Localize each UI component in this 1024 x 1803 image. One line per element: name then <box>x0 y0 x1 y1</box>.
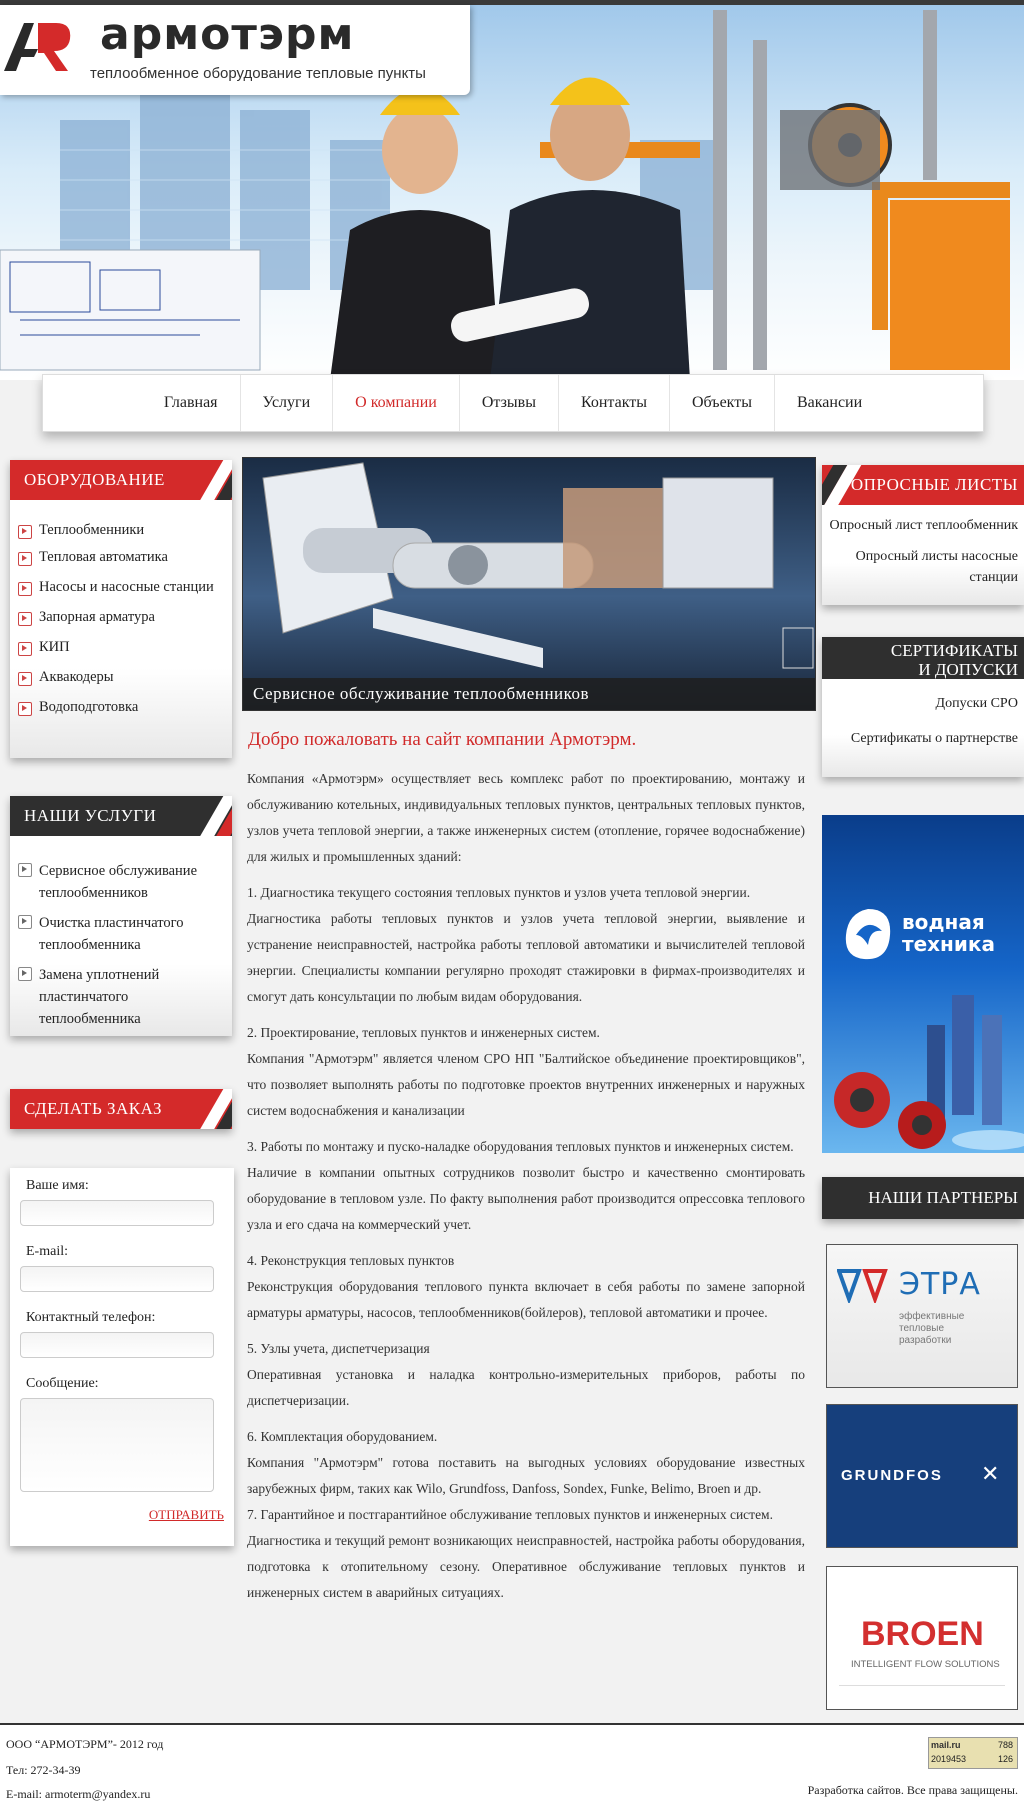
logo-title: армотэрм <box>100 9 355 60</box>
divider <box>839 1685 1005 1686</box>
equipment-item[interactable]: Аквакодеры <box>18 669 232 686</box>
questionnaire-link[interactable]: Опросный листы насосные станции <box>855 549 1018 585</box>
services-title <box>10 796 232 836</box>
footer <box>0 1723 1024 1803</box>
logo-panel[interactable] <box>0 5 470 95</box>
partner-broen[interactable] <box>826 1566 1018 1710</box>
footer-company: ООО “АРМОТЭРМ”- 2012 год <box>6 1737 164 1751</box>
equipment-item[interactable]: Теплообменники <box>18 522 232 539</box>
paragraph: Компания "Армотэрм" является членом СРО НП "Балтийское объединение проектировщиков", что позволяет выполнять работы по подготовке проектов внутренних инженерных и наружных систем водоснабжения и канализации <box>247 1051 805 1118</box>
order-title <box>10 1089 232 1129</box>
footer-email[interactable]: E-mail: armoterm@yandex.ru <box>6 1787 151 1801</box>
partner-grundfos[interactable] <box>826 1404 1018 1548</box>
counter-value: 126 <box>997 1754 1013 1764</box>
broen-logo: BROEN <box>861 1615 984 1653</box>
paragraph: 4. Реконструкция тепловых пунктов <box>247 1253 455 1268</box>
etra-tagline: эффективные тепловые разработки <box>899 1311 965 1346</box>
services-box <box>10 796 232 1036</box>
footer-phone: Тел: 272-34-39 <box>6 1763 81 1777</box>
paragraph: Диагностика работы тепловых пунктов и узлов учета тепловой энергии, выявление и устранение неисправностей, настройка работы тепловой автоматики и вычислителей тепловой энергии. Специалисты компании регулярно проходят стажировки в фирмах-производителях и смогут дать консультации по любым видам оборудования. <box>247 911 805 1004</box>
slider-caption: Сервисное обслуживание теплообменников <box>243 678 815 710</box>
grundfos-x-icon: ✕ <box>981 1461 1000 1486</box>
paragraph: Реконструкция оборудования теплового пункта включает в себя работы по замене запорной арматуры арматуры, насосов, теплообменников(бойлеров), тепловой автоматики и прочее. <box>247 1279 805 1320</box>
equipment-item[interactable]: Насосы и насосные станции <box>18 579 232 596</box>
phone-input[interactable] <box>20 1332 214 1358</box>
nav-services[interactable]: Услуги <box>240 375 333 431</box>
partners-title-text: НАШИ ПАРТНЕРЫ <box>868 1188 1018 1207</box>
arrow-icon <box>18 702 32 716</box>
welcome-title: Добро пожаловать на сайт компании Армотэрм. <box>248 729 637 750</box>
arrow-icon <box>18 525 32 539</box>
paragraph: Компания «Армотэрм» осуществляет весь комплекс работ по проектированию, монтажу и обслуживанию котельных, индивидуальных тепловых пунктов, центральных тепловых пунктов, узлов учета тепловой энергии, а также инженерных систем (отопление, горячее водоснабжение) для жилых и промышленных зданий: <box>247 771 805 864</box>
questionnaires-title-text: ОПРОСНЫЕ ЛИСТЫ <box>850 475 1018 494</box>
arrow-icon <box>18 915 32 929</box>
certificates-box <box>822 637 1024 777</box>
certificates-title <box>822 637 1024 679</box>
certificate-link[interactable]: Допуски СРО <box>935 696 1018 711</box>
pumps-image <box>822 975 1024 1153</box>
paragraph: Оперативная установка и наладка контрольно-измерительных приборов, работы по диспетчеризации. <box>247 1367 805 1408</box>
counter-brand: mail.ru <box>931 1740 961 1750</box>
paragraph: 3. Работы по монтажу и пуско-наладке оборудования тепловых пунктов и инженерных систем. <box>247 1139 794 1154</box>
swirl-logo-icon <box>840 905 896 965</box>
paragraph: 5. Узлы учета, диспетчеризация <box>247 1341 430 1356</box>
main-nav <box>42 374 984 432</box>
equipment-box <box>10 460 232 758</box>
counter-value: 788 <box>997 1740 1013 1750</box>
questionnaires-title <box>822 465 1024 505</box>
counter-badge[interactable] <box>928 1737 1018 1769</box>
arrow-icon <box>18 863 32 877</box>
order-head-box <box>10 1089 232 1129</box>
services-title-text: НАШИ УСЛУГИ <box>24 806 157 825</box>
paragraph: 1. Диагностика текущего состояния тепловых пунктов и узлов учета тепловой энергии. <box>247 885 751 900</box>
arrow-icon <box>18 642 32 656</box>
questionnaire-link[interactable]: Опросный лист теплообменник <box>829 518 1018 533</box>
equipment-item[interactable]: Водоподготовка <box>18 699 232 716</box>
message-label: Сообщение: <box>26 1376 99 1391</box>
nav-contacts[interactable]: Контакты <box>558 375 669 431</box>
arrow-icon <box>18 552 32 566</box>
slider[interactable] <box>242 457 816 711</box>
equipment-title <box>10 460 232 500</box>
banner-text: водная техника <box>902 910 995 956</box>
arrow-icon <box>18 672 32 686</box>
logo-mark-icon <box>4 19 74 75</box>
equipment-item[interactable]: КИП <box>18 639 232 656</box>
nav-about[interactable]: О компании <box>332 375 459 431</box>
email-input[interactable] <box>20 1266 214 1292</box>
equipment-item[interactable]: Запорная арматура <box>18 609 232 626</box>
paragraph: Компания "Армотэрм" готова поставить на выгодных условиях оборудование известных зарубежных фирм, таких как Wilo, Grundfoss, Danfoss, Sondex, Funke, Belimo, Broen и др. <box>247 1455 805 1496</box>
service-item[interactable]: Очистка пластинчатого теплообменника <box>18 912 232 956</box>
broen-tagline: INTELLIGENT FLOW SOLUTIONS <box>851 1659 1000 1670</box>
certificates-title-line: И ДОПУСКИ <box>918 660 1018 679</box>
equipment-item[interactable]: Тепловая автоматика <box>18 549 232 566</box>
partner-etra[interactable] <box>826 1244 1018 1388</box>
paragraph: 7. Гарантийное и постгарантийное обслуживание тепловых пунктов и инженерных систем. <box>247 1507 773 1522</box>
message-textarea[interactable] <box>20 1398 214 1492</box>
nav-home[interactable]: Главная <box>163 394 218 411</box>
equipment-title-text: ОБОРУДОВАНИЕ <box>24 470 165 489</box>
arrow-icon <box>18 582 32 596</box>
questionnaires-box <box>822 465 1024 605</box>
paragraph: Наличие в компании опытных сотрудников позволит быстро и качественно смонтировать оборудование в тепловом узле. По факту выполнения работ производится опрессовка теплового узла и его сдача на коммерческий учет. <box>247 1165 805 1232</box>
paragraph: 6. Комплектация оборудованием. <box>247 1429 438 1444</box>
name-label: Ваше имя: <box>26 1178 89 1193</box>
slider-image <box>243 458 815 678</box>
phone-label: Контактный телефон: <box>26 1310 156 1325</box>
paragraph: Диагностика и текущий ремонт возникающих неисправностей, настройка работы оборудования, подготовка к отопительному сезону. Оперативное обслуживание тепловых пунктов и инженерных систем в аварийных ситуациях. <box>247 1533 805 1600</box>
counter-value: 2019453 <box>931 1754 967 1764</box>
footer-credits[interactable]: Разработка сайтов. Все права защищены. <box>807 1783 1018 1797</box>
service-item[interactable]: Сервисное обслуживание теплообменников <box>18 860 232 904</box>
vodnaya-tehnika-banner[interactable] <box>822 815 1024 1153</box>
nav-objects[interactable]: Объекты <box>669 375 774 431</box>
etra-logo-icon <box>837 1269 897 1303</box>
service-item[interactable]: Замена уплотнений пластинчатого теплообменника <box>18 964 232 1030</box>
submit-button[interactable]: ОТПРАВИТЬ <box>148 1507 224 1522</box>
etra-name: ЭТРА <box>899 1267 981 1302</box>
email-label: E-mail: <box>26 1244 68 1259</box>
main-content <box>247 766 805 1616</box>
paragraph: 2. Проектирование, тепловых пунктов и инженерных систем. <box>247 1025 600 1040</box>
nav-reviews[interactable]: Отзывы <box>459 375 558 431</box>
logo-subtitle: теплообменное оборудование тепловые пункты <box>90 65 426 82</box>
nav-vacancies[interactable]: Вакансии <box>774 375 884 431</box>
grundfos-logo: GRUNDFOS <box>841 1467 943 1484</box>
certificate-link[interactable]: Сертификаты о партнерстве <box>850 731 1018 746</box>
order-form <box>10 1168 234 1546</box>
name-input[interactable] <box>20 1200 214 1226</box>
certificates-title-line: СЕРТИФИКАТЫ <box>890 641 1018 660</box>
partners-title <box>822 1177 1024 1219</box>
arrow-icon <box>18 967 32 981</box>
order-title-text: СДЕЛАТЬ ЗАКАЗ <box>24 1099 162 1118</box>
arrow-icon <box>18 612 32 626</box>
